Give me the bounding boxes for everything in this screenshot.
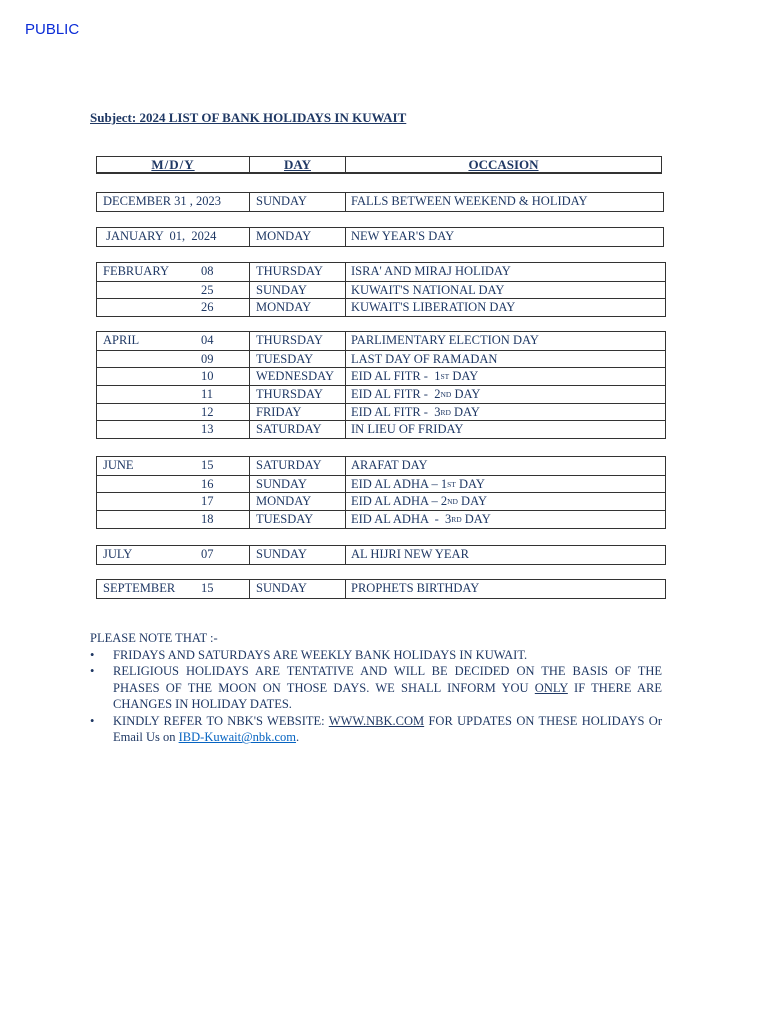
date-cell <box>97 404 250 421</box>
date-number: 18 <box>201 511 214 526</box>
table-row <box>97 193 663 211</box>
notes-intro: PLEASE NOTE THAT :- <box>90 631 218 645</box>
date-number: 15 <box>201 458 214 473</box>
date-cell <box>97 332 250 350</box>
occasion-text: EID AL ADHA – 2 <box>351 494 448 509</box>
occasion-suffix: DAY <box>451 386 481 401</box>
note-item: • FRIDAYS AND SATURDAYS ARE WEEKLY BANK HOLIDAYS IN KUWAIT. <box>90 647 528 662</box>
date-cell <box>97 299 250 316</box>
month-text: DECEMBER 31 , 2023 <box>103 194 222 209</box>
ordinal-suffix: ST <box>447 479 456 489</box>
day-cell: THURSDAY <box>250 263 346 281</box>
day-cell: SUNDAY <box>250 193 346 211</box>
occasion-cell <box>346 476 665 493</box>
date-cell <box>97 457 250 475</box>
occasion-text: PROPHETS BIRTHDAY <box>351 581 480 596</box>
table-header <box>96 156 662 174</box>
bullet-icon: • <box>90 664 95 678</box>
day-cell: MONDAY <box>250 299 346 316</box>
occasion-cell <box>346 228 663 246</box>
table-row <box>97 350 665 368</box>
occasion-cell <box>346 351 665 368</box>
day-cell: SUNDAY <box>250 476 346 493</box>
occasion-text: EID AL ADHA - 3 <box>351 511 452 526</box>
occasion-cell <box>346 511 665 528</box>
month-text: APRIL <box>103 333 140 348</box>
occasion-text: EID AL FITR - 1 <box>351 369 441 384</box>
occasion-text: KUWAIT'S LIBERATION DAY <box>351 300 516 315</box>
table-row <box>97 457 665 475</box>
occasion-text: NEW YEAR'S DAY <box>351 229 455 244</box>
note-item: • KINDLY REFER TO NBK'S WEBSITE: WWW.NBK.COM FOR UPDATES ON THESE HOLIDAYS Or Email Us on IBD-Kuwait@nbk.com. <box>90 713 662 744</box>
date-number: 16 <box>201 476 214 491</box>
date-number: 08 <box>201 264 214 279</box>
table-row <box>97 263 665 281</box>
date-cell <box>97 263 250 281</box>
date-number: 11 <box>201 386 214 401</box>
day-cell: MONDAY <box>250 228 346 246</box>
date-cell <box>97 546 250 564</box>
note-item: • RELIGIOUS HOLIDAYS ARE TENTATIVE AND WILL BE DECIDED ON THE BASIS OF THE PHASES OF THE MOON ON THOSE DAYS. WE SHALL INFORM YOU ONLY IF THERE ARE CHANGES IN HOLIDAY DATES. <box>90 664 662 711</box>
table-row <box>97 546 665 564</box>
table-row <box>97 475 665 493</box>
bullet-icon: • <box>90 713 95 728</box>
occasion-cell <box>346 404 665 421</box>
date-cell <box>97 228 250 246</box>
table-row <box>97 332 665 350</box>
occasion-cell <box>346 368 665 385</box>
header-day: DAY <box>250 157 346 172</box>
day-cell: SATURDAY <box>250 421 346 438</box>
occasion-suffix: DAY <box>450 404 480 419</box>
occasion-text: EID AL FITR - 2 <box>351 386 441 401</box>
occasion-suffix: DAY <box>449 369 479 384</box>
month-text: JULY <box>103 547 133 562</box>
occasion-cell <box>346 580 665 598</box>
date-cell <box>97 493 250 510</box>
date-cell <box>97 351 250 368</box>
month-text: SEPTEMBER <box>103 581 176 596</box>
occasion-cell <box>346 546 665 564</box>
month-text: JANUARY 01, 2024 <box>103 229 217 244</box>
email-link[interactable]: IBD-Kuwait@nbk.com <box>178 730 297 744</box>
table-row <box>97 510 665 528</box>
ordinal-suffix: RD <box>451 514 462 524</box>
date-cell <box>97 580 250 598</box>
holiday-group <box>96 456 666 529</box>
date-cell <box>97 193 250 211</box>
date-cell <box>97 386 250 403</box>
occasion-cell <box>346 457 665 475</box>
bullet-icon: • <box>90 647 95 662</box>
table-row <box>97 228 663 246</box>
day-cell: SUNDAY <box>250 282 346 299</box>
notes-section <box>90 630 662 746</box>
only-emphasis: ONLY <box>534 680 568 695</box>
date-cell <box>97 282 250 299</box>
day-cell: FRIDAY <box>250 404 346 421</box>
occasion-suffix: DAY <box>461 511 491 526</box>
table-row <box>97 403 665 421</box>
table-row <box>97 367 665 385</box>
occasion-cell <box>346 263 665 281</box>
day-cell: WEDNESDAY <box>250 368 346 385</box>
date-cell <box>97 368 250 385</box>
occasion-cell <box>346 493 665 510</box>
date-number: 10 <box>201 369 214 384</box>
occasion-text: LAST DAY OF RAMADAN <box>351 351 498 366</box>
header-mdy: M/D/Y <box>97 157 250 172</box>
day-cell: TUESDAY <box>250 511 346 528</box>
classification-label: PUBLIC <box>25 21 80 38</box>
table-row <box>97 385 665 403</box>
date-number: 17 <box>201 494 214 509</box>
holiday-group <box>96 227 664 247</box>
occasion-cell <box>346 421 665 438</box>
month-text: JUNE <box>103 458 134 473</box>
occasion-text: ISRA' AND MIRAJ HOLIDAY <box>351 264 511 279</box>
occasion-cell <box>346 299 665 316</box>
occasion-cell <box>346 193 663 211</box>
date-number: 25 <box>201 282 214 297</box>
day-cell: SUNDAY <box>250 580 346 598</box>
date-number: 07 <box>201 547 214 562</box>
holiday-group <box>96 192 664 212</box>
occasion-text: AL HIJRI NEW YEAR <box>351 547 469 562</box>
occasion-cell <box>346 332 665 350</box>
occasion-cell <box>346 386 665 403</box>
day-cell: THURSDAY <box>250 332 346 350</box>
holiday-group <box>96 545 666 565</box>
day-cell: THURSDAY <box>250 386 346 403</box>
header-occasion: OCCASION <box>468 156 539 172</box>
holiday-group <box>96 331 666 439</box>
occasion-cell <box>346 282 665 299</box>
date-cell <box>97 511 250 528</box>
occasion-text: EID AL FITR - 3 <box>351 404 441 419</box>
website-link[interactable]: WWW.NBK.COM <box>328 713 425 728</box>
holiday-group <box>96 579 666 599</box>
occasion-text: IN LIEU OF FRIDAY <box>351 422 464 437</box>
day-cell: TUESDAY <box>250 351 346 368</box>
occasion-suffix: DAY <box>457 494 487 509</box>
occasion-text: ARAFAT DAY <box>351 458 428 473</box>
holiday-group <box>96 262 666 317</box>
occasion-text: EID AL ADHA – 1 <box>351 476 448 491</box>
occasion-suffix: DAY <box>455 476 485 491</box>
occasion-text: FALLS BETWEEN WEEKEND & HOLIDAY <box>351 194 588 209</box>
table-row <box>97 580 665 598</box>
date-number: 15 <box>201 581 214 596</box>
date-cell <box>97 476 250 493</box>
ordinal-suffix: ND <box>440 389 452 399</box>
table-row <box>97 298 665 316</box>
date-number: 09 <box>201 351 214 366</box>
date-number: 04 <box>201 333 214 348</box>
subject-line: Subject: 2024 LIST OF BANK HOLIDAYS IN KUWAIT <box>90 110 407 125</box>
day-cell: SATURDAY <box>250 457 346 475</box>
ordinal-suffix: RD <box>440 407 451 417</box>
date-cell <box>97 421 250 438</box>
day-cell: SUNDAY <box>250 546 346 564</box>
occasion-text: KUWAIT'S NATIONAL DAY <box>351 282 505 297</box>
ordinal-suffix: ST <box>440 372 450 382</box>
occasion-text: PARLIMENTARY ELECTION DAY <box>351 333 539 348</box>
table-row <box>97 281 665 299</box>
date-number: 12 <box>201 404 214 419</box>
day-cell: MONDAY <box>250 493 346 510</box>
date-number: 13 <box>201 422 214 437</box>
date-number: 26 <box>201 300 214 315</box>
table-row <box>97 420 665 438</box>
table-row <box>97 492 665 510</box>
month-text: FEBRUARY <box>103 264 169 279</box>
ordinal-suffix: ND <box>447 497 458 507</box>
